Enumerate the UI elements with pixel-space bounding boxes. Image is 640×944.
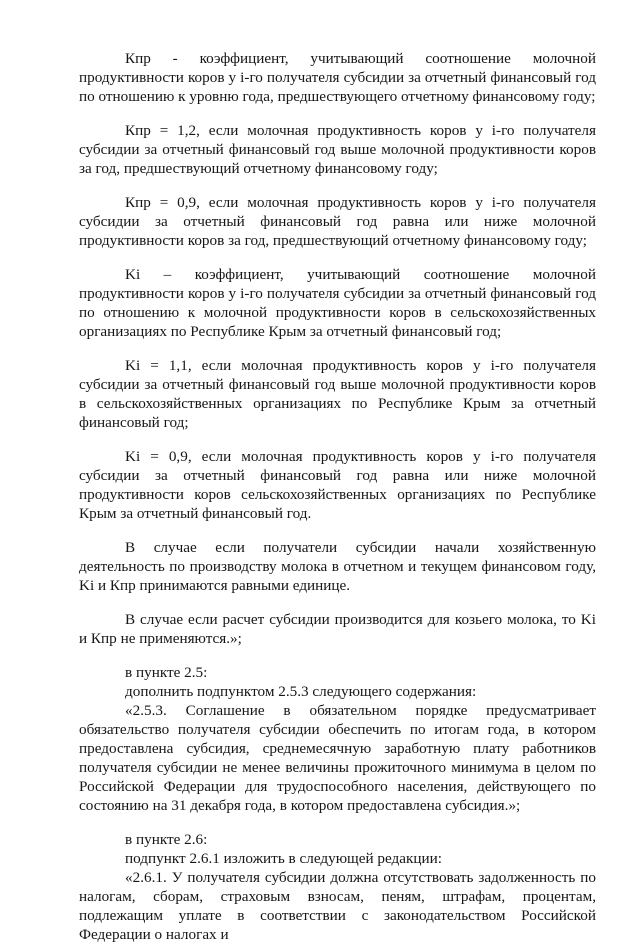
- paragraph-ki-definition: Ki – коэффициент, учитывающий соотношение молочной продуктивности коров у i-го получателя субсидии за отчетный финансовый год по отношению к молочной продуктивности коров в сельскохозяйственных организациях по Республике Крым за отчетный финансовый год;: [79, 266, 596, 340]
- section-2-6-heading: в пункте 2.6:: [125, 831, 208, 848]
- document-text: [79, 49, 596, 944]
- paragraph-kpr-1-2: Кпр = 1,2, если молочная продуктивность коров у i-го получателя субсидии за отчетный финансовый год выше молочной продуктивности коров за год, предшествующий отчетному финансовому году;: [79, 122, 596, 177]
- paragraph-ki-0-9: Ki = 0,9, если молочная продуктивность коров у i-го получателя субсидии за отчетный финансовый год равна или ниже молочной продуктивности коров сельскохозяйственных организациях по Республике Крым за отчетный финансовый год.: [79, 448, 596, 522]
- section-2-5-heading: в пункте 2.5:: [125, 664, 208, 681]
- section-2-5-intro: дополнить подпунктом 2.5.3 следующего содержания:: [125, 683, 477, 700]
- section-2-6-1-body: «2.6.1. У получателя субсидии должна отсутствовать задолженность по налогам, сборам, страховым взносам, пеням, штрафам, процентам, подлежащим уплате в соответствии с законодательством Российской Федерации о налогах и: [79, 869, 596, 943]
- paragraph-ki-1-1: Ki = 1,1, если молочная продуктивность коров у i-го получателя субсидии за отчетный финансовый год выше молочной продуктивности коров в сельскохозяйственных организациях по Республике Крым за отчетный финансовый год;: [79, 357, 596, 431]
- paragraph-kpr-definition: Кпр - коэффициент, учитывающий соотношение молочной продуктивности коров у i-го получателя субсидии за отчетный финансовый год по отношению к уровню года, предшествующего отчетному финансовому году;: [79, 50, 596, 105]
- paragraph-kpr-0-9: Кпр = 0,9, если молочная продуктивность коров у i-го получателя субсидии за отчетный финансовый год равна или ниже молочной продуктивности коров за год, предшествующий отчетному финансовому году;: [79, 194, 596, 249]
- paragraph-goat-milk: В случае если расчет субсидии производится для козьего молока, то Ki и Кпр не применяются.»;: [79, 611, 596, 647]
- paragraph-new-activity: В случае если получатели субсидии начали хозяйственную деятельность по производству молока в отчетном и текущем финансовом году, Ki и Кпр принимаются равными единице.: [79, 539, 596, 594]
- section-2-6-intro: подпункт 2.6.1 изложить в следующей редакции:: [125, 850, 442, 867]
- section-2-5-3-body: «2.5.3. Соглашение в обязательном порядке предусматривает обязательство получателя субсидии обеспечить по итогам года, в котором предоставлена субсидия, среднемесячную заработную плату работников получателя субсидии не менее величины прожиточного минимума в целом по Российской Федерации для трудоспособного населения, действующего по состоянию на 31 декабря года, в котором предоставлена субсидия.»;: [79, 702, 596, 814]
